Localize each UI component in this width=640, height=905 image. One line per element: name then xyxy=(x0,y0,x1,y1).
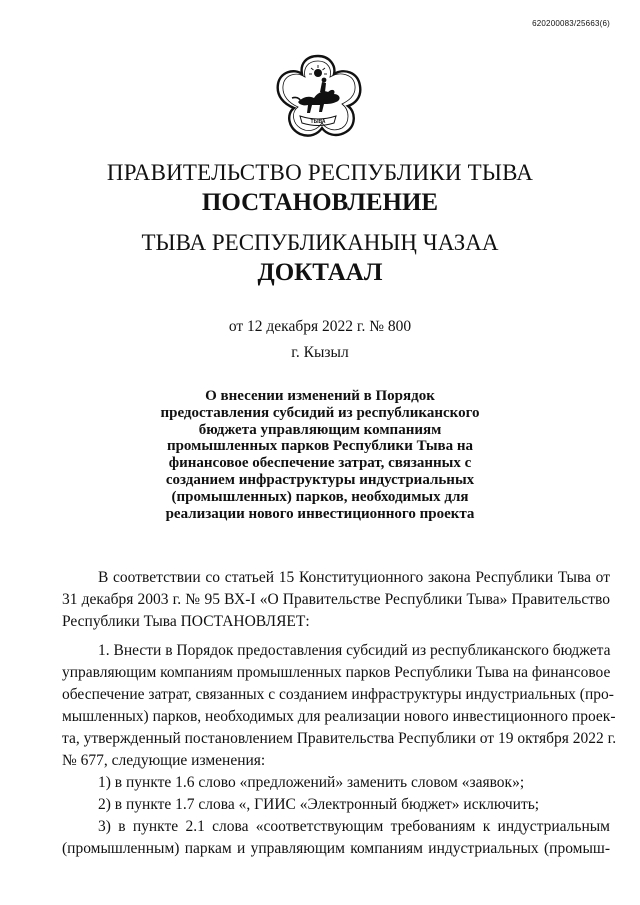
subject-line: промышленных парков Республики Тыва на xyxy=(166,438,474,455)
subitem-1: 1) в пункте 1.6 слово «предложений» заменить словом «заявок»; xyxy=(98,774,525,791)
document-id: 620200083/25663(6) xyxy=(532,19,610,28)
document-type-ru: ПОСТАНОВЛЕНИЕ xyxy=(201,189,439,216)
subject-line: реализации нового инвестиционного проекта xyxy=(165,505,475,522)
document-city: г. Кызыл xyxy=(291,344,349,361)
document-subject xyxy=(0,388,640,522)
coat-of-arms-emblem xyxy=(270,52,366,144)
body-line: № 677, следующие изменения: xyxy=(62,752,266,769)
document-type-tyv: ДОКТААЛ xyxy=(257,259,383,286)
body-line: обеспечение затрат, связанных с созданием инфраструктуры индустриальных (про- xyxy=(62,686,614,703)
body-line: 1. Внести в Порядок предоставления субсидий из республиканского бюджета xyxy=(98,642,611,659)
subject-line: созданием инфраструктуры индустриальных xyxy=(165,471,475,488)
subject-line: О внесении изменений в Порядок xyxy=(205,388,435,404)
document-date-number: от 12 декабря 2022 г. № 800 xyxy=(228,318,412,335)
subject-line: (промышленных) парков, необходимых для xyxy=(171,488,469,505)
emblem-ribbon-text: ТЫВА xyxy=(310,119,326,125)
government-name-ru: ПРАВИТЕЛЬСТВО РЕСПУБЛИКИ ТЫВА xyxy=(106,160,534,185)
body-line: мышленных) парков, необходимых для реализации нового инвестиционного проек- xyxy=(62,708,616,725)
subject-line: предоставления субсидий из республиканского xyxy=(160,404,480,421)
government-name-tyv: ТЫВА РЕСПУБЛИКАНЫҢ ЧАЗАА xyxy=(141,230,499,255)
preamble-paragraph xyxy=(62,567,610,633)
body-line: управляющим компаниям промышленных парков Республики Тыва на финансовое xyxy=(62,664,611,681)
subject-line: бюджета управляющим компаниям xyxy=(198,421,442,438)
subitem-2: 2) в пункте 1.7 слова «, ГИИС «Электронный бюджет» исключить; xyxy=(98,796,540,813)
body-line: (промышленным) паркам и управляющим компаниям индустриальных (промыш- xyxy=(62,840,610,857)
body-line: та, утвержденный постановлением Правительства Республики от 19 октября 2022 г. xyxy=(62,730,617,747)
item-1-paragraph xyxy=(62,640,617,860)
preamble-line: В соответствии со статьей 15 Конституционного закона Республики Тыва от xyxy=(98,569,610,586)
preamble-line: 31 декабря 2003 г. № 95 ВХ-I «О Правительстве Республики Тыва» Правительство xyxy=(62,591,610,608)
preamble-line: Республики Тыва ПОСТАНОВЛЯЕТ: xyxy=(62,613,310,630)
subitem-3: 3) в пункте 2.1 слова «соответствующим требованиям к индустриальным xyxy=(98,818,610,835)
subject-line: финансовое обеспечение затрат, связанных с xyxy=(168,455,472,472)
